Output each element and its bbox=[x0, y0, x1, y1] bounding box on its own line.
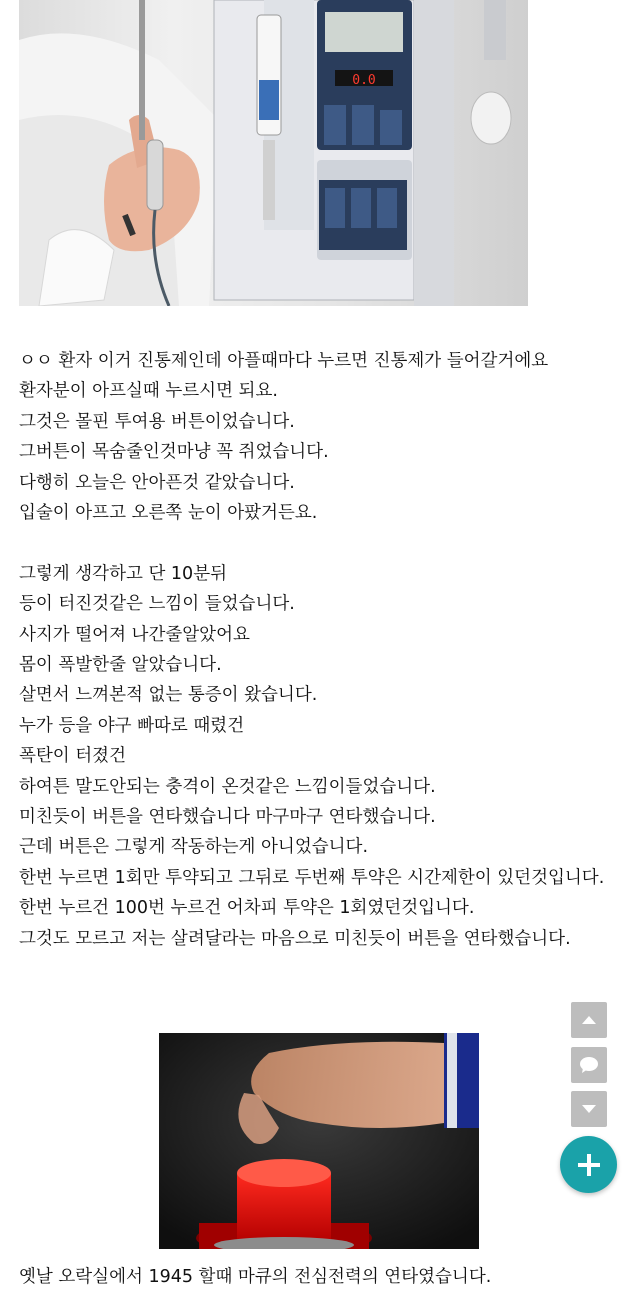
comment-button[interactable] bbox=[571, 1047, 607, 1083]
write-fab-button[interactable] bbox=[560, 1136, 617, 1193]
article-paragraph: 그렇게 생각하고 단 10분뒤 bbox=[19, 563, 228, 584]
article-paragraph: 한번 누르건 100번 누르건 어차피 투약은 1회였던것입니다. bbox=[19, 898, 475, 919]
plus-icon bbox=[577, 1153, 601, 1177]
article-paragraph: 살면서 느껴본적 없는 통증이 왔습니다. bbox=[19, 685, 318, 706]
article-paragraph: ㅇㅇ 환자 이거 진통제인데 아플때마다 누르면 진통제가 들어갈거에요 bbox=[19, 351, 549, 371]
article-paragraph: 다행히 오늘은 안아픈것 같았습니다. bbox=[19, 472, 295, 493]
triangle-down-icon bbox=[582, 1105, 596, 1113]
article-paragraph: 환자분이 아프실때 누르시면 되요. bbox=[19, 381, 278, 402]
article-paragraph: 그것은 몰핀 투여용 버튼이었습니다. bbox=[19, 411, 295, 432]
triangle-up-icon bbox=[582, 1016, 596, 1024]
pump-display-readout: 0.0 bbox=[352, 73, 376, 88]
article-paragraph: 사지가 떨어져 나간줄알았어요 bbox=[19, 624, 250, 645]
article-paragraph: 한번 누르면 1회만 투약되고 그뒤로 두번째 투약은 시간제한이 있던것입니다. bbox=[19, 867, 605, 888]
article-paragraph: 근데 버튼은 그렇게 작동하는게 아니었습니다. bbox=[19, 837, 369, 858]
red-button-image bbox=[159, 1033, 479, 1249]
scroll-down-button[interactable] bbox=[571, 1091, 607, 1127]
paragraph-spacer bbox=[19, 528, 619, 558]
article-paragraph: 누가 등을 야구 빠따로 때렸건 bbox=[19, 715, 245, 736]
article-paragraph: 그버튼이 목숨줄인것마냥 꼭 쥐었습니다. bbox=[19, 442, 329, 463]
article-paragraph: 몸이 폭발한줄 알았습니다. bbox=[19, 655, 222, 676]
pca-pump-photo bbox=[19, 0, 528, 306]
article-paragraph: 등이 터진것같은 느낌이 들었습니다. bbox=[19, 594, 295, 615]
article-paragraph: 폭탄이 터졌건 bbox=[19, 746, 126, 767]
speech-bubble-icon bbox=[579, 1056, 599, 1074]
scroll-up-button[interactable] bbox=[571, 1002, 607, 1038]
image-caption: 옛날 오락실에서 1945 할때 마큐의 전심전력의 연타였습니다. bbox=[19, 1267, 492, 1287]
article-paragraph: 미친듯이 버튼을 연타했습니다 마구마구 연타했습니다. bbox=[19, 807, 436, 828]
article-body bbox=[19, 346, 619, 954]
article-paragraph: 하여튼 말도안되는 충격이 온것같은 느낌이들었습니다. bbox=[19, 776, 436, 797]
article-paragraph: 입술이 아프고 오른쪽 눈이 아팠거든요. bbox=[19, 503, 318, 524]
article-paragraph: 그것도 모르고 저는 살려달라는 마음으로 미친듯이 버튼을 연타했습니다. bbox=[19, 928, 571, 949]
